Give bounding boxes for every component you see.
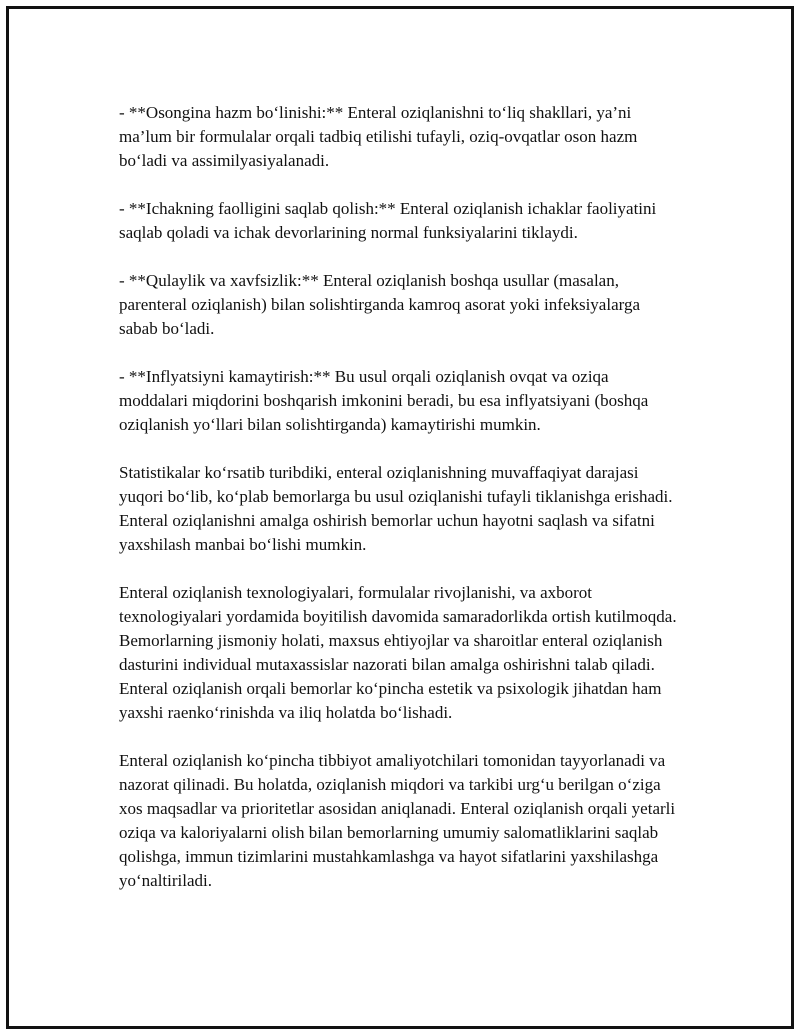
paragraph-benefit-gut-activity: - **Ichakning faolligini saqlab qolish:** Enteral oziqlanish ichaklar faoliyatini saqlab qoladi va ichak devorlarining normal funksiyalarini tiklaydi. <box>119 199 657 242</box>
document-body <box>119 101 679 917</box>
paragraph-benefit-safety: - **Qulaylik va xavfsizlik:** Enteral oziqlanish boshqa usullar (masalan, parenteral oziqlanish) bilan solishtirganda kamroq asorat yoki infeksiyalarga sabab bo‘ladi. <box>119 271 641 338</box>
paragraph-benefit-inflation: - **Inflyatsiyni kamaytirish:** Bu usul orqali oziqlanish ovqat va oziqa moddalari miqdorini boshqarish imkonini beradi, bu esa inflyatsiyani (boshqa oziqlanish yo‘llari bilan solishtirganda) kamaytirishi mumkin. <box>119 367 649 434</box>
paragraph-benefit-digestion: - **Osongina hazm bo‘linishi:** Enteral oziqlanishni to‘liq shakllari, ya’ni ma’lum bir formulalar orqali tadbiq etilishi tufayli, oziq-ovqatlar oson hazm bo‘ladi va assimilyasiyalanadi. <box>119 103 638 170</box>
paragraph-practice: Enteral oziqlanish ko‘pincha tibbiyot amaliyotchilari tomonidan tayyorlanadi va nazorat qilinadi. Bu holatda, oziqlanish miqdori va tarkibi urg‘u berilgan o‘ziga xos maqsadlar va prioritetlar asosidan aniqlanadi. Enteral oziqlanish orqali yetarli oziqa va kaloriyalarni olish bilan bemorlarning umumiy salomatliklarini saqlab qolishga, immun tizimlarini mustahkamlashga va hayot sifatlarini yaxshilashga yo‘naltiriladi. <box>119 751 676 890</box>
page-frame <box>6 6 794 1029</box>
paragraph-statistics: Statistikalar ko‘rsatib turibdiki, enteral oziqlanishning muvaffaqiyat darajasi yuqori bo‘lib, ko‘plab bemorlarga bu usul oziqlanishi tufayli tiklanishga erishadi. Enteral oziqlanishni amalga oshirish bemorlar uchun hayotni saqlash va sifatni yaxshilash manbai bo‘lishi mumkin. <box>119 463 673 554</box>
paragraph-technology: Enteral oziqlanish texnologiyalari, formulalar rivojlanishi, va axborot texnologiyalari yordamida boyitilish davomida samaradorlikda ortish kutilmoqda. Bemorlarning jismoniy holati, maxsus ehtiyojlar va sharoitlar enteral oziqlanish dasturini individual mutaxassislar nazorati bilan amalga oshirishni talab qiladi. Enteral oziqlanish orqali bemorlar ko‘pincha estetik va psixologik jihatdan ham yaxshi raenko‘rinishda va iliq holatda bo‘lishadi. <box>119 583 677 722</box>
